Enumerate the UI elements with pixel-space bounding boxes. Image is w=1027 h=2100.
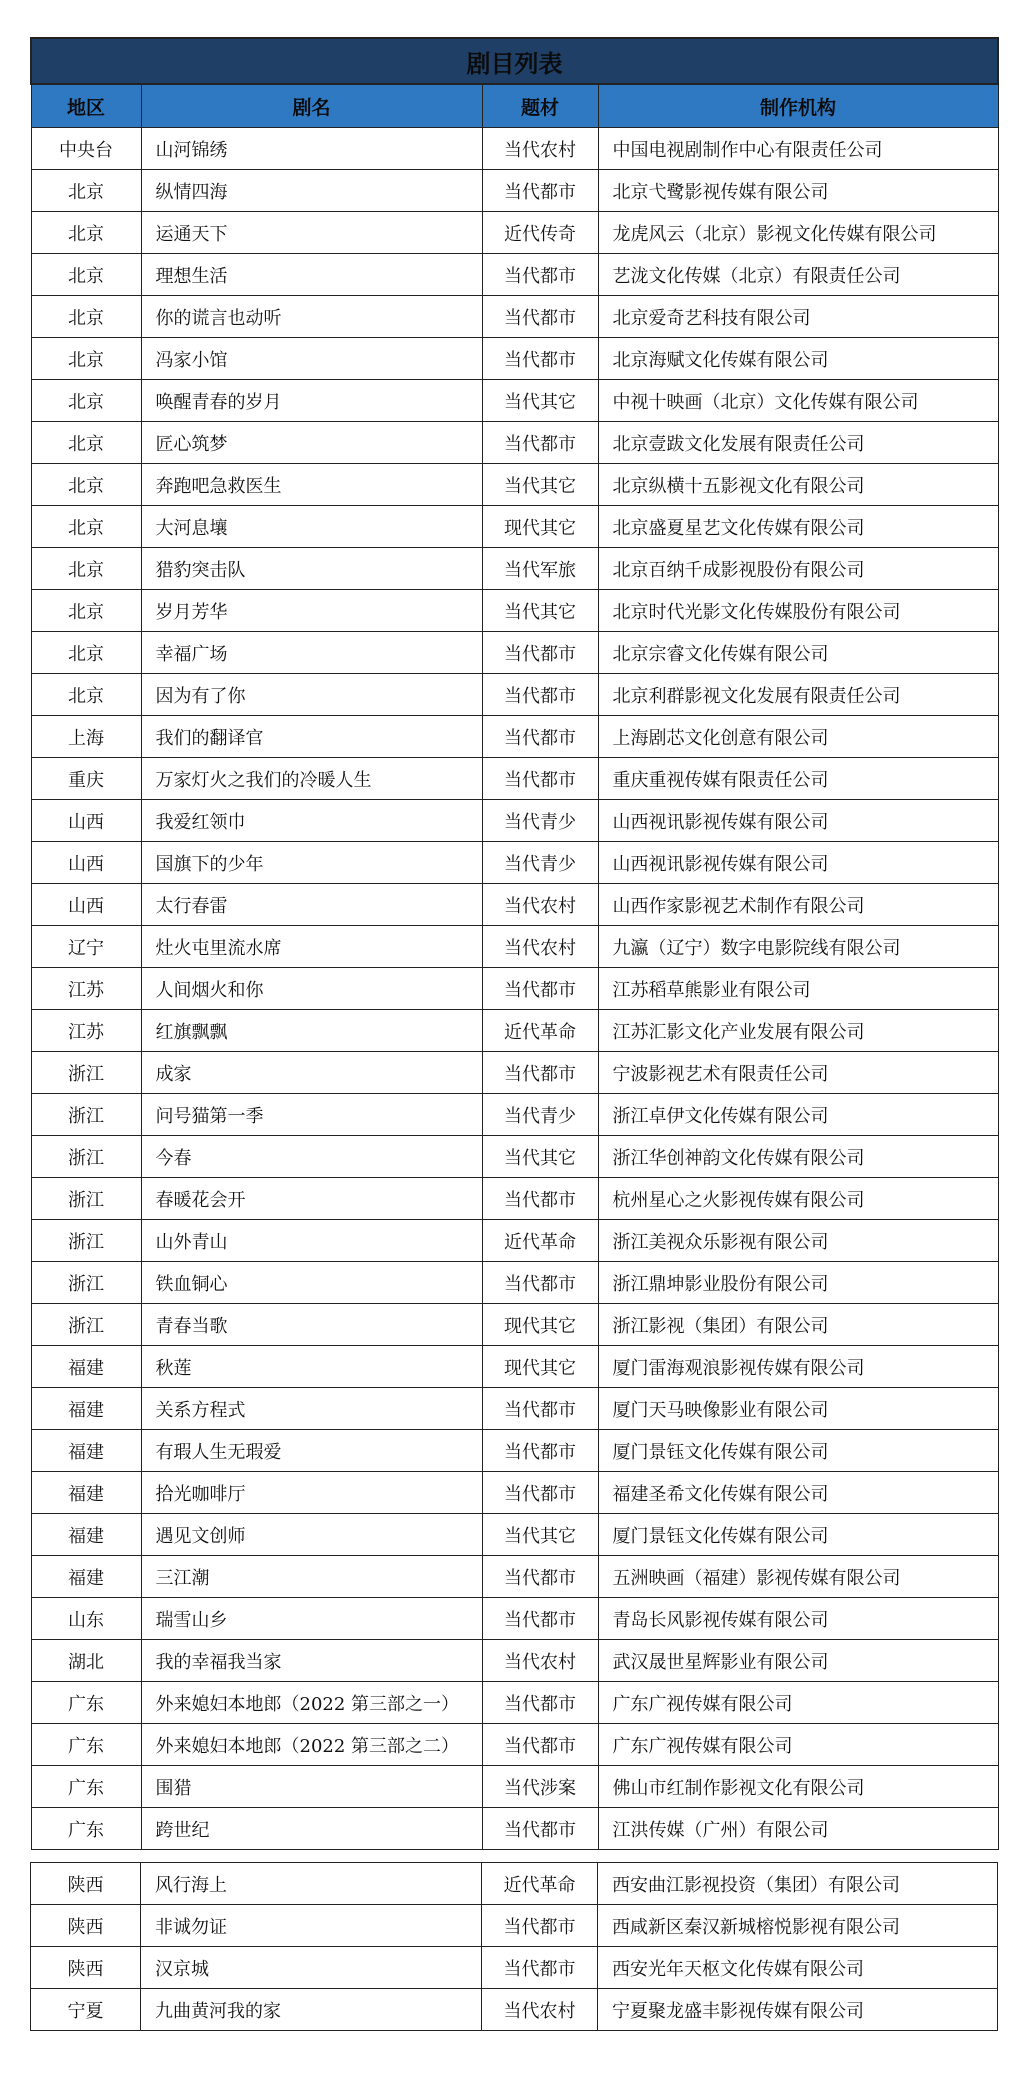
- cell-region: 陕西: [31, 1863, 141, 1905]
- cell-region: 广东: [31, 1724, 141, 1766]
- table-row: [31, 1346, 998, 1388]
- cell-genre: 当代青少: [482, 1094, 598, 1136]
- table-row: [31, 1136, 998, 1178]
- cell-genre: 当代都市: [482, 1905, 598, 1947]
- table-row: [31, 464, 998, 506]
- cell-company: 北京弋鹭影视传媒有限公司: [598, 170, 998, 212]
- table-row: [31, 296, 998, 338]
- cell-drama-name: 太行春雷: [141, 884, 482, 926]
- cell-genre: 近代革命: [482, 1863, 598, 1905]
- cell-region: 广东: [31, 1682, 141, 1724]
- cell-drama-name: 奔跑吧急救医生: [141, 464, 482, 506]
- cell-region: 广东: [31, 1766, 141, 1808]
- cell-drama-name: 关系方程式: [141, 1388, 482, 1430]
- cell-genre: 当代都市: [482, 1262, 598, 1304]
- cell-genre: 当代都市: [482, 632, 598, 674]
- table-title: 剧目列表: [31, 38, 998, 84]
- cell-drama-name: 国旗下的少年: [141, 842, 482, 884]
- table-row: [31, 1052, 998, 1094]
- cell-drama-name: 人间烟火和你: [141, 968, 482, 1010]
- cell-region: 山东: [31, 1598, 141, 1640]
- cell-drama-name: 今春: [141, 1136, 482, 1178]
- cell-drama-name: 青春当歌: [141, 1304, 482, 1346]
- table-row: [31, 1724, 998, 1766]
- cell-region: 浙江: [31, 1178, 141, 1220]
- cell-company: 西安光年天枢文化传媒有限公司: [598, 1947, 998, 1989]
- table-row: [31, 1556, 998, 1598]
- cell-company: 中国电视剧制作中心有限责任公司: [598, 128, 998, 170]
- drama-table: [30, 37, 999, 1850]
- cell-drama-name: 拾光咖啡厅: [141, 1472, 482, 1514]
- cell-genre: 当代都市: [482, 1430, 598, 1472]
- table-row: [31, 380, 998, 422]
- cell-drama-name: 外来媳妇本地郎（2022 第三部之二）: [141, 1724, 482, 1766]
- cell-genre: 当代都市: [482, 1472, 598, 1514]
- cell-genre: 当代青少: [482, 800, 598, 842]
- table-row: [31, 842, 998, 884]
- cell-drama-name: 汉京城: [141, 1947, 482, 1989]
- cell-drama-name: 幸福广场: [141, 632, 482, 674]
- cell-genre: 当代都市: [482, 1052, 598, 1094]
- cell-region: 浙江: [31, 1262, 141, 1304]
- cell-region: 浙江: [31, 1094, 141, 1136]
- table-row: [31, 632, 998, 674]
- cell-genre: 当代其它: [482, 1136, 598, 1178]
- cell-region: 北京: [31, 632, 141, 674]
- cell-company: 龙虎风云（北京）影视文化传媒有限公司: [598, 212, 998, 254]
- cell-company: 上海剧芯文化创意有限公司: [598, 716, 998, 758]
- cell-region: 北京: [31, 170, 141, 212]
- cell-region: 北京: [31, 674, 141, 716]
- cell-genre: 近代革命: [482, 1220, 598, 1262]
- table-row: [31, 716, 998, 758]
- cell-genre: 当代农村: [482, 926, 598, 968]
- cell-drama-name: 匠心筑梦: [141, 422, 482, 464]
- cell-company: 厦门雷海观浪影视传媒有限公司: [598, 1346, 998, 1388]
- table-row: [31, 1598, 998, 1640]
- cell-region: 上海: [31, 716, 141, 758]
- cell-drama-name: 山外青山: [141, 1220, 482, 1262]
- cell-region: 北京: [31, 212, 141, 254]
- cell-region: 重庆: [31, 758, 141, 800]
- cell-genre: 近代传奇: [482, 212, 598, 254]
- cell-genre: 当代其它: [482, 590, 598, 632]
- table-row: [31, 926, 998, 968]
- cell-drama-name: 岁月芳华: [141, 590, 482, 632]
- cell-genre: 当代农村: [482, 1640, 598, 1682]
- cell-genre: 当代都市: [482, 1388, 598, 1430]
- cell-region: 北京: [31, 380, 141, 422]
- table-row: [31, 254, 998, 296]
- cell-region: 北京: [31, 590, 141, 632]
- cell-genre: 当代都市: [482, 1556, 598, 1598]
- cell-drama-name: 问号猫第一季: [141, 1094, 482, 1136]
- cell-drama-name: 山河锦绣: [141, 128, 482, 170]
- cell-genre: 现代其它: [482, 1346, 598, 1388]
- table-row: [31, 548, 998, 590]
- cell-company: 江苏稻草熊影业有限公司: [598, 968, 998, 1010]
- cell-company: 西安曲江影视投资（集团）有限公司: [598, 1863, 998, 1905]
- cell-drama-name: 三江潮: [141, 1556, 482, 1598]
- table-row: [31, 758, 998, 800]
- cell-company: 宁夏聚龙盛丰影视传媒有限公司: [598, 1989, 998, 2031]
- cell-drama-name: 成家: [141, 1052, 482, 1094]
- cell-region: 中央台: [31, 128, 141, 170]
- cell-drama-name: 铁血铜心: [141, 1262, 482, 1304]
- cell-region: 北京: [31, 464, 141, 506]
- cell-region: 浙江: [31, 1136, 141, 1178]
- table-row: [31, 1863, 998, 1905]
- header-region: 地区: [31, 84, 141, 128]
- cell-drama-name: 我的幸福我当家: [141, 1640, 482, 1682]
- table-row: [31, 212, 998, 254]
- table-row: [31, 1808, 998, 1850]
- cell-company: 北京百纳千成影视股份有限公司: [598, 548, 998, 590]
- table-row: [31, 800, 998, 842]
- cell-drama-name: 大河息壤: [141, 506, 482, 548]
- cell-company: 艺泷文化传媒（北京）有限责任公司: [598, 254, 998, 296]
- header-name: 剧名: [141, 84, 482, 128]
- cell-genre: 当代都市: [482, 1947, 598, 1989]
- cell-company: 北京爱奇艺科技有限公司: [598, 296, 998, 338]
- table-row: [31, 1905, 998, 1947]
- cell-company: 北京海赋文化传媒有限公司: [598, 338, 998, 380]
- cell-region: 湖北: [31, 1640, 141, 1682]
- cell-region: 浙江: [31, 1220, 141, 1262]
- cell-drama-name: 运通天下: [141, 212, 482, 254]
- table-row: [31, 170, 998, 212]
- cell-company: 浙江影视（集团）有限公司: [598, 1304, 998, 1346]
- cell-region: 陕西: [31, 1947, 141, 1989]
- table-row: [31, 968, 998, 1010]
- cell-genre: 当代其它: [482, 380, 598, 422]
- cell-region: 陕西: [31, 1905, 141, 1947]
- cell-genre: 当代都市: [482, 296, 598, 338]
- cell-drama-name: 纵情四海: [141, 170, 482, 212]
- cell-company: 重庆重视传媒有限责任公司: [598, 758, 998, 800]
- cell-company: 中视十映画（北京）文化传媒有限公司: [598, 380, 998, 422]
- cell-company: 浙江美视众乐影视有限公司: [598, 1220, 998, 1262]
- cell-drama-name: 非诚勿证: [141, 1905, 482, 1947]
- cell-genre: 当代军旅: [482, 548, 598, 590]
- table-row: [31, 1388, 998, 1430]
- cell-drama-name: 灶火屯里流水席: [141, 926, 482, 968]
- cell-company: 西咸新区秦汉新城榕悦影视有限公司: [598, 1905, 998, 1947]
- cell-genre: 当代都市: [482, 674, 598, 716]
- cell-genre: 当代都市: [482, 968, 598, 1010]
- cell-company: 山西视讯影视传媒有限公司: [598, 842, 998, 884]
- table-row: [31, 506, 998, 548]
- cell-company: 九瀛（辽宁）数字电影院线有限公司: [598, 926, 998, 968]
- cell-genre: 当代其它: [482, 464, 598, 506]
- cell-region: 福建: [31, 1430, 141, 1472]
- cell-genre: 当代都市: [482, 338, 598, 380]
- cell-company: 厦门景钰文化传媒有限公司: [598, 1430, 998, 1472]
- header-company: 制作机构: [598, 84, 998, 128]
- cell-drama-name: 冯家小馆: [141, 338, 482, 380]
- cell-genre: 当代农村: [482, 128, 598, 170]
- cell-drama-name: 猎豹突击队: [141, 548, 482, 590]
- cell-genre: 当代都市: [482, 1724, 598, 1766]
- cell-genre: 当代都市: [482, 1178, 598, 1220]
- cell-region: 山西: [31, 800, 141, 842]
- cell-region: 宁夏: [31, 1989, 141, 2031]
- cell-company: 北京盛夏星艺文化传媒有限公司: [598, 506, 998, 548]
- cell-company: 福建圣希文化传媒有限公司: [598, 1472, 998, 1514]
- table-row: [31, 1514, 998, 1556]
- cell-drama-name: 围猎: [141, 1766, 482, 1808]
- table-row: [31, 1947, 998, 1989]
- cell-region: 福建: [31, 1556, 141, 1598]
- cell-genre: 当代农村: [482, 884, 598, 926]
- table-row: [31, 1262, 998, 1304]
- table-row: [31, 338, 998, 380]
- cell-genre: 当代都市: [482, 170, 598, 212]
- table-row: [31, 590, 998, 632]
- cell-genre: 当代都市: [482, 716, 598, 758]
- cell-company: 北京纵横十五影视文化有限公司: [598, 464, 998, 506]
- cell-genre: 当代农村: [482, 1989, 598, 2031]
- cell-genre: 当代都市: [482, 1598, 598, 1640]
- cell-genre: 当代都市: [482, 758, 598, 800]
- cell-region: 福建: [31, 1346, 141, 1388]
- cell-drama-name: 秋莲: [141, 1346, 482, 1388]
- cell-company: 浙江鼎坤影业股份有限公司: [598, 1262, 998, 1304]
- cell-drama-name: 外来媳妇本地郎（2022 第三部之一）: [141, 1682, 482, 1724]
- cell-company: 宁波影视艺术有限责任公司: [598, 1052, 998, 1094]
- cell-drama-name: 因为有了你: [141, 674, 482, 716]
- cell-region: 山西: [31, 842, 141, 884]
- cell-region: 北京: [31, 338, 141, 380]
- cell-company: 北京壹跋文化发展有限责任公司: [598, 422, 998, 464]
- cell-company: 广东广视传媒有限公司: [598, 1724, 998, 1766]
- cell-drama-name: 万家灯火之我们的冷暖人生: [141, 758, 482, 800]
- cell-drama-name: 唤醒青春的岁月: [141, 380, 482, 422]
- cell-drama-name: 有瑕人生无瑕爱: [141, 1430, 482, 1472]
- cell-genre: 当代涉案: [482, 1766, 598, 1808]
- table-row: [31, 1430, 998, 1472]
- cell-genre: 当代青少: [482, 842, 598, 884]
- cell-company: 厦门天马映像影业有限公司: [598, 1388, 998, 1430]
- cell-company: 江洪传媒（广州）有限公司: [598, 1808, 998, 1850]
- table-row: [31, 1010, 998, 1052]
- cell-company: 北京利群影视文化发展有限责任公司: [598, 674, 998, 716]
- cell-genre: 当代都市: [482, 1808, 598, 1850]
- cell-company: 厦门景钰文化传媒有限公司: [598, 1514, 998, 1556]
- cell-company: 五洲映画（福建）影视传媒有限公司: [598, 1556, 998, 1598]
- cell-region: 江苏: [31, 968, 141, 1010]
- table-row: [31, 1682, 998, 1724]
- cell-region: 江苏: [31, 1010, 141, 1052]
- cell-region: 广东: [31, 1808, 141, 1850]
- table-body-continued: [31, 1863, 998, 2031]
- cell-region: 北京: [31, 422, 141, 464]
- cell-company: 江苏汇影文化产业发展有限公司: [598, 1010, 998, 1052]
- cell-company: 山西作家影视艺术制作有限公司: [598, 884, 998, 926]
- cell-drama-name: 风行海上: [141, 1863, 482, 1905]
- cell-region: 北京: [31, 506, 141, 548]
- table-row: [31, 1640, 998, 1682]
- cell-company: 广东广视传媒有限公司: [598, 1682, 998, 1724]
- drama-list-sheet: [30, 37, 997, 2031]
- cell-drama-name: 春暖花会开: [141, 1178, 482, 1220]
- cell-genre: 当代都市: [482, 254, 598, 296]
- table-row: [31, 128, 998, 170]
- table-row: [31, 1220, 998, 1262]
- cell-company: 武汉晟世星辉影业有限公司: [598, 1640, 998, 1682]
- table-row: [31, 1989, 998, 2031]
- table-body-main: [31, 128, 998, 1850]
- table-row: [31, 1472, 998, 1514]
- cell-region: 浙江: [31, 1052, 141, 1094]
- cell-drama-name: 遇见文创师: [141, 1514, 482, 1556]
- header-genre: 题材: [482, 84, 598, 128]
- cell-company: 北京宗睿文化传媒有限公司: [598, 632, 998, 674]
- cell-drama-name: 跨世纪: [141, 1808, 482, 1850]
- cell-drama-name: 我爱红领巾: [141, 800, 482, 842]
- cell-genre: 当代都市: [482, 1682, 598, 1724]
- drama-table-continued: [30, 1862, 998, 2031]
- cell-region: 辽宁: [31, 926, 141, 968]
- cell-drama-name: 我们的翻译官: [141, 716, 482, 758]
- cell-drama-name: 理想生活: [141, 254, 482, 296]
- cell-company: 北京时代光影文化传媒股份有限公司: [598, 590, 998, 632]
- cell-region: 福建: [31, 1514, 141, 1556]
- cell-genre: 当代其它: [482, 1514, 598, 1556]
- table-row: [31, 1304, 998, 1346]
- cell-drama-name: 九曲黄河我的家: [141, 1989, 482, 2031]
- cell-company: 浙江华创神韵文化传媒有限公司: [598, 1136, 998, 1178]
- header-row: [31, 84, 998, 128]
- cell-company: 山西视讯影视传媒有限公司: [598, 800, 998, 842]
- table-row: [31, 1094, 998, 1136]
- table-row: [31, 1178, 998, 1220]
- cell-company: 杭州星心之火影视传媒有限公司: [598, 1178, 998, 1220]
- cell-region: 北京: [31, 296, 141, 338]
- cell-genre: 近代革命: [482, 1010, 598, 1052]
- cell-region: 浙江: [31, 1304, 141, 1346]
- cell-company: 佛山市红制作影视文化有限公司: [598, 1766, 998, 1808]
- cell-genre: 当代都市: [482, 422, 598, 464]
- cell-region: 北京: [31, 254, 141, 296]
- cell-company: 青岛长风影视传媒有限公司: [598, 1598, 998, 1640]
- cell-drama-name: 红旗飘飘: [141, 1010, 482, 1052]
- cell-region: 福建: [31, 1388, 141, 1430]
- cell-company: 浙江卓伊文化传媒有限公司: [598, 1094, 998, 1136]
- table-row: [31, 1766, 998, 1808]
- cell-region: 山西: [31, 884, 141, 926]
- cell-genre: 现代其它: [482, 506, 598, 548]
- cell-region: 北京: [31, 548, 141, 590]
- cell-drama-name: 瑞雪山乡: [141, 1598, 482, 1640]
- cell-region: 福建: [31, 1472, 141, 1514]
- table-row: [31, 674, 998, 716]
- table-row: [31, 884, 998, 926]
- cell-genre: 现代其它: [482, 1304, 598, 1346]
- cell-drama-name: 你的谎言也动听: [141, 296, 482, 338]
- table-row: [31, 422, 998, 464]
